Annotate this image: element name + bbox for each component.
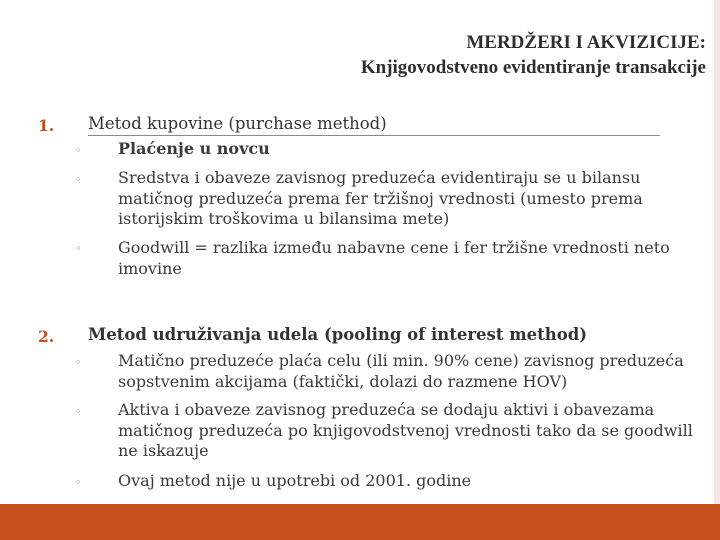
section-2-item-3: Ovaj metod nije u upotrebi od 2001. godine xyxy=(118,471,472,490)
bullet-icon: ◦ xyxy=(75,405,82,418)
section-1-item-1: Plaćenje u novcu xyxy=(118,139,270,158)
bullet-icon: ◦ xyxy=(75,144,82,157)
bullet-icon: ◦ xyxy=(75,242,82,255)
heading-divider xyxy=(88,135,660,136)
section-2-item-1: Matično preduzeće plaća celu (ili min. 90% cene) zavisnog preduzeća sopstvenim akcijama (faktički, dolazi do razmene HOV) xyxy=(118,351,684,391)
section-2-heading xyxy=(88,325,587,344)
title-line-1: MERDŽERI I AKVIZICIJE: xyxy=(466,32,706,53)
section-1-number: 1. xyxy=(38,116,55,135)
slide-title xyxy=(106,30,706,80)
bullet-icon: ◦ xyxy=(75,476,82,489)
right-edge-bar xyxy=(714,0,720,504)
section-1-heading xyxy=(88,114,387,133)
section-1-item-3: Goodwill = razlika između nabavne cene i fer tržišne vrednosti neto imovine xyxy=(118,238,670,278)
bullet-icon: ◦ xyxy=(75,173,82,186)
bullet-icon: ◦ xyxy=(75,356,82,369)
section-2-heading-text: Metod udruživanja udela (pooling of interest method) xyxy=(88,325,588,344)
title-line-2: Knjigovodstveno evidentiranje transakcije xyxy=(360,57,706,78)
section-1-item-2: Sredstva i obaveze zavisnog preduzeća evidentiraju se u bilansu matičnog preduzeća prema fer tržišnoj vrednosti (umesto prema istorijskim troškovima u bilansima mete) xyxy=(118,168,643,228)
section-2-item-2: Aktiva i obaveze zavisnog preduzeća se dodaju aktivi i obavezama matičnog preduzeća po knjigovodstvenoj vrednosti tako da se goodwill ne iskazuje xyxy=(118,400,693,460)
footer-bar xyxy=(0,504,720,540)
section-1-heading-text: Metod kupovine (purchase method) xyxy=(88,114,387,133)
section-2-number: 2. xyxy=(38,327,55,346)
